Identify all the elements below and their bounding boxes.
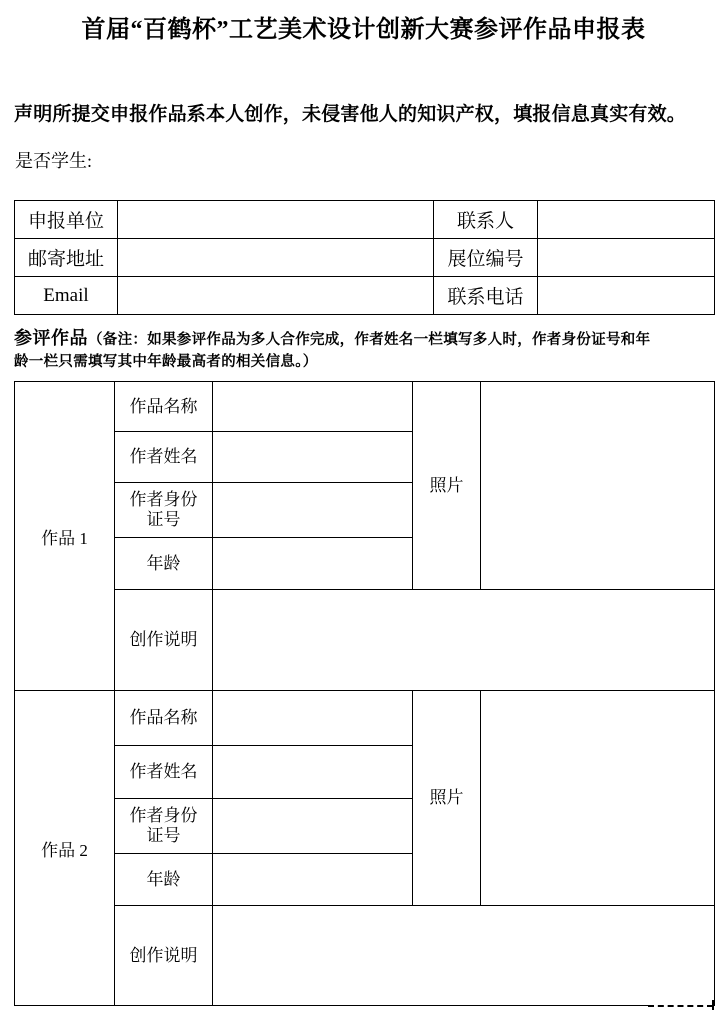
booth-number-input[interactable] [538,239,715,277]
work2-name-label: 作品名称 [115,691,213,746]
work1-age-input[interactable] [213,538,413,590]
work2-id-input[interactable] [213,799,413,854]
work1-photo-label: 照片 [413,382,481,590]
entries-heading-label: 参评作品 [14,328,88,348]
work1-description-label: 创作说明 [115,590,213,691]
work1-label: 作品 1 [15,382,115,691]
mailing-address-input[interactable] [118,239,434,277]
work1-author-label: 作者姓名 [115,432,213,483]
work1-id-label [115,483,213,538]
work1-photo-area[interactable] [481,382,715,590]
work1-age-label: 年龄 [115,538,213,590]
work2-photo-label: 照片 [413,691,481,906]
table-row [15,382,715,432]
work2-id-label-line2: 证号 [146,826,181,845]
table-row [15,590,715,691]
work2-age-label: 年龄 [115,854,213,906]
work2-author-label: 作者姓名 [115,746,213,799]
student-question-label: 是否学生: [15,151,93,171]
phone-label: 联系电话 [434,277,538,315]
entries-note-line2: 龄一栏只需填写其中年龄最高者的相关信息。） [14,354,318,370]
phone-input[interactable] [538,277,715,315]
booth-number-label: 展位编号 [434,239,538,277]
page-title: 首届“百鹤杯”工艺美术设计创新大赛参评作品申报表 [81,17,646,43]
mailing-address-label: 邮寄地址 [15,239,118,277]
works-table [14,381,715,1006]
work1-author-input[interactable] [213,432,413,483]
contact-info-table [14,200,715,315]
email-label: Email [15,277,118,315]
work2-photo-area[interactable] [481,691,715,906]
work2-age-input[interactable] [213,854,413,906]
entries-section-heading [14,328,722,373]
entries-note-line1: （备注：如果参评作品为多人合作完成，作者姓名一栏填写多人时，作者身份证号和年 [88,332,651,348]
table-row [15,691,715,746]
work1-id-label-line1: 作者身份 [129,490,198,509]
table-row [15,906,715,1006]
table-right-border-stub [712,1000,714,1010]
table-row [15,277,715,315]
work1-name-input[interactable] [213,382,413,432]
work2-description-label: 创作说明 [115,906,213,1006]
work2-id-label [115,799,213,854]
work2-description-input[interactable] [213,906,715,1006]
work1-description-input[interactable] [213,590,715,691]
page-break-dashed-border [648,1000,713,1007]
applicant-unit-input[interactable] [118,201,434,239]
work2-name-input[interactable] [213,691,413,746]
work1-id-label-line2: 证号 [146,510,181,529]
declaration-text: 声明所提交申报作品系本人创作，未侵害他人的知识产权，填报信息真实有效。 [14,104,687,125]
applicant-unit-label: 申报单位 [15,201,118,239]
work2-label: 作品 2 [15,691,115,1006]
email-input[interactable] [118,277,434,315]
table-row [15,201,715,239]
table-row [15,239,715,277]
work1-id-input[interactable] [213,483,413,538]
work2-author-input[interactable] [213,746,413,799]
contact-person-label: 联系人 [434,201,538,239]
work2-id-label-line1: 作者身份 [129,806,198,825]
work1-name-label: 作品名称 [115,382,213,432]
contact-person-input[interactable] [538,201,715,239]
